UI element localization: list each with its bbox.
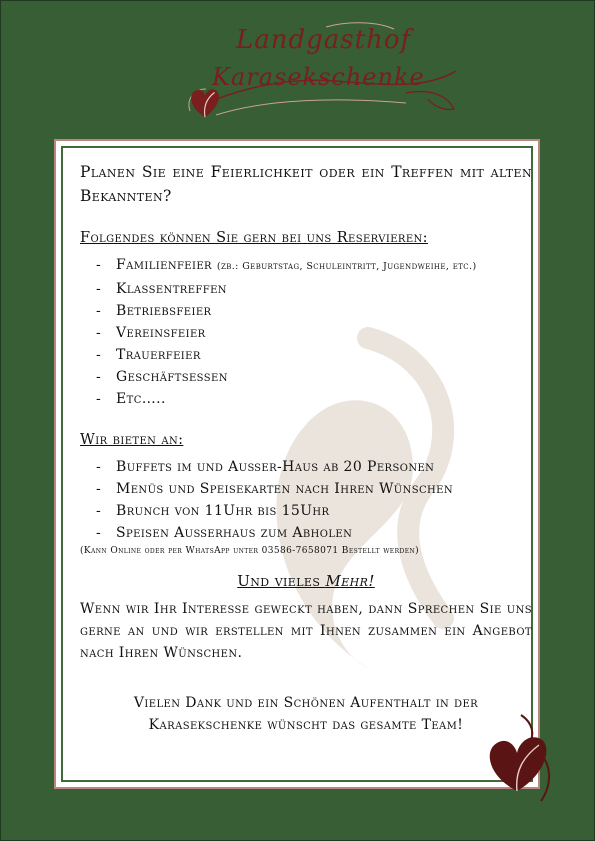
list-item: - Klassentreffen — [96, 278, 532, 300]
thanks-paragraph: Vielen Dank und ein Schönen Aufenthalt in der Karasekschenke wünscht das gesamte Team! — [133, 695, 479, 733]
heart-leaf-icon — [481, 713, 561, 803]
brand-logo — [176, 19, 466, 127]
list-item: - Trauerfeier — [96, 344, 532, 366]
offer-heading: Wir bieten an: — [80, 432, 184, 448]
list-item: - Menüs und Speisekarten nach Ihren Wünschen — [96, 478, 532, 500]
offer-list — [80, 456, 532, 544]
list-item: - Etc….. — [96, 388, 532, 410]
logo-line-2: Karasekschenke — [212, 63, 425, 91]
list-item: - Betriebsfeier — [96, 300, 532, 322]
flyer-content — [80, 160, 532, 736]
list-item: - Buffets im und Außer-Haus ab 20 Personen — [96, 456, 532, 478]
list-item: - Geschäftsessen — [96, 366, 532, 388]
logo-line-1: Landgasthof — [236, 25, 412, 55]
order-note: (Kann Online oder per WhatsApp unter 03586-7658071 Bestellt werden) — [80, 546, 420, 556]
intro-text: Planen Sie eine Feierlichkeit oder ein Treffen mit alten Bekannten? — [80, 163, 532, 205]
reserve-heading: Folgendes können Sie gern bei uns Reservieren: — [80, 230, 428, 246]
and-more-heading: Und vieles Mehr! — [237, 572, 375, 590]
list-item: - Speisen Außerhaus zum Abholen — [96, 522, 532, 544]
card-inner-border — [61, 146, 533, 782]
list-item: - Vereinsfeier — [96, 322, 532, 344]
contact-paragraph: Wenn wir Ihr Interesse geweckt haben, dann Sprechen Sie uns gerne an und wir erstellen mit Ihnen zusammen ein Angebot nach Ihren Wünschen. — [80, 601, 532, 661]
content-card — [54, 139, 540, 789]
list-item: - Familienfeier (zb.: Geburtstag, Schuleintritt, Jugendweihe, etc.) — [96, 254, 532, 278]
list-item: - Brunch von 11Uhr bis 15Uhr — [96, 500, 532, 522]
reserve-list — [80, 254, 532, 410]
